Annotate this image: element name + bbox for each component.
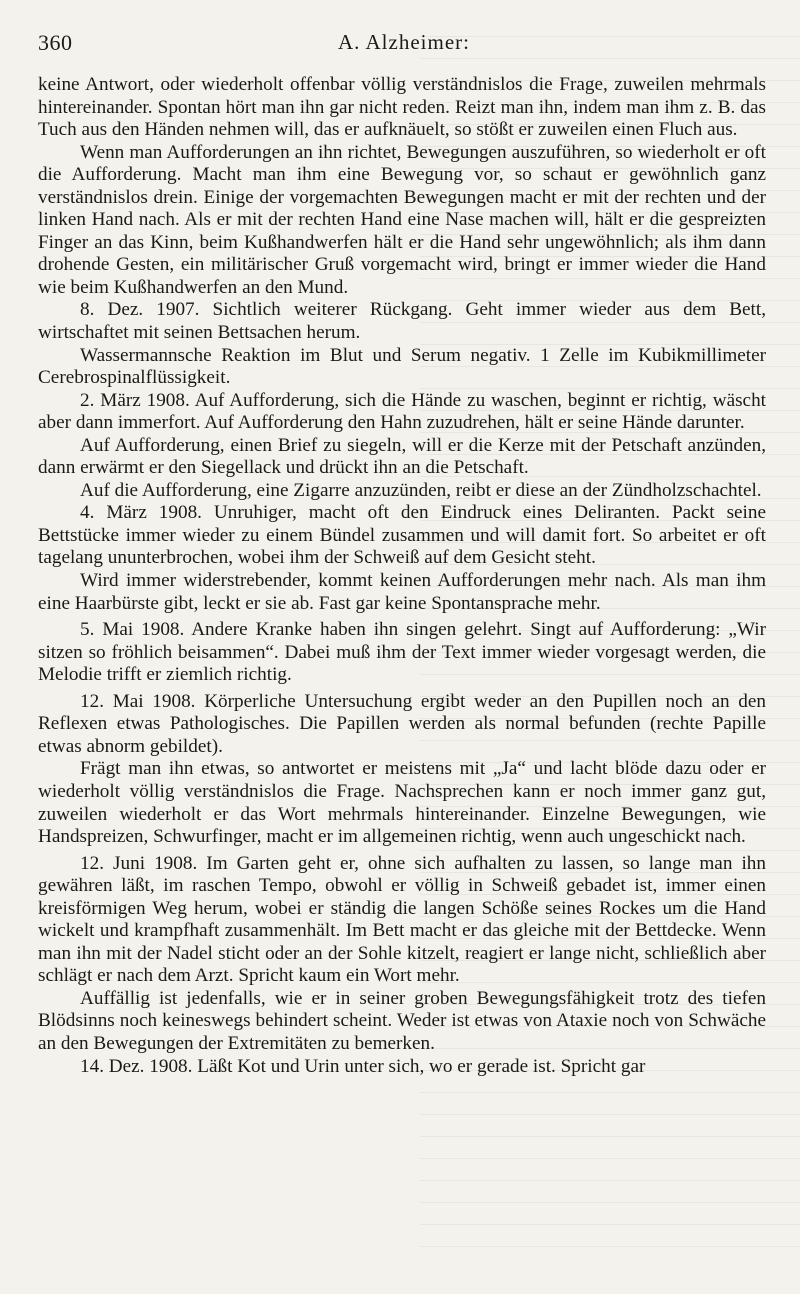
body-text [38, 74, 766, 1078]
paragraph: 4. März 1908. Unruhiger, macht oft den Eindruck eines Deliranten. Packt seine Bettstücke immer wieder zu einem Bündel zusammen und will damit fort. So arbeitet er oft tagelang ununterbrochen, wobei ihm der Schweiß auf dem Gesicht steht. [38, 502, 766, 569]
paragraph: 2. März 1908. Auf Aufforderung, sich die Hände zu waschen, beginnt er richtig, wäscht aber dann immerfort. Auf Aufforderung den Hahn zuzudrehen, hält er seine Hände darunter. [38, 389, 766, 434]
running-head: A. Alzheimer: [338, 30, 470, 54]
paragraph: 8. Dez. 1907. Sichtlich weiterer Rückgang. Geht immer wieder aus dem Bett, wirtschaftet mit seinen Bettsachen herum. [38, 299, 766, 344]
paragraph: 12. Mai 1908. Körperliche Untersuchung ergibt weder an den Pupillen noch an den Reflexen etwas Pathologisches. Die Papillen werden als normal befunden (rechte Papille etwas abnorm gebildet). [38, 690, 766, 757]
paragraph: Auffällig ist jedenfalls, wie er in seiner groben Bewegungsfähigkeit trotz des tiefen Blödsinns noch keineswegs behindert scheint. Weder ist etwas von Ataxie noch von Schwäche an den Bewegungen der Extremitäten zu bemerken. [38, 987, 766, 1054]
paragraph: Wird immer widerstrebender, kommt keinen Aufforderungen mehr nach. Als man ihm eine Haarbürste gibt, leckt er sie ab. Fast gar keine Spontansprache mehr. [38, 570, 766, 614]
page-header [38, 30, 768, 58]
paragraph: Auf die Aufforderung, eine Zigarre anzuzünden, reibt er diese an der Zündholzschachtel. [80, 479, 762, 501]
paragraph: Frägt man ihn etwas, so antwortet er meistens mit „Ja“ und lacht blöde dazu oder er wiederholt völlig verständnislos die Frage. Nachsprechen kann er noch immer ganz gut, zuweilen wiederholt er das Wort mehrmals hintereinander. Einzelne Bewegungen, wie Handspreizen, Schwurfinger, macht er im allgemeinen richtig, wenn auch ungeschickt nach. [38, 758, 766, 848]
paragraph: keine Antwort, oder wiederholt offenbar völlig verständnislos die Frage, zuweilen mehrmals hintereinander. Spontan hört man ihn gar nicht reden. Reizt man ihn, indem man ihm z. B. das Tuch aus den Händen nehmen will, das er aufknäuelt, so stößt er zuweilen einen Fluch aus. [38, 74, 766, 141]
paragraph: 14. Dez. 1908. Läßt Kot und Urin unter sich, wo er gerade ist. Spricht gar [80, 1055, 646, 1077]
paragraph: Wassermannsche Reaktion im Blut und Serum negativ. 1 Zelle im Kubikmillimeter Cerebrospinalflüssigkeit. [38, 344, 766, 389]
paragraph: Wenn man Aufforderungen an ihn richtet, Bewegungen auszuführen, so wiederholt er oft die Aufforderung. Macht man ihm eine Bewegung vor, so schaut er gewöhnlich ganz verständnislos drein. Einige der vorgemachten Bewegungen macht er mit der rechten und der linken Hand nach. Als er mit der rechten Hand eine Nase machen will, hält er die gespreizten Finger an das Kinn, beim Kußhandwerfen hält er die Hand sehr ungewöhnlich; als ihm dann drohende Gesten, ein militärischer Gruß vorgemacht wird, bringt er immer wieder die Hand wie beim Kußhandwerfen an den Mund. [38, 141, 766, 298]
paragraph: 5. Mai 1908. Andere Kranke haben ihn singen gelehrt. Singt auf Aufforderung: „Wir sitzen so fröhlich beisammen“. Dabei muß ihm der Text immer wieder vorgesagt werden, die Melodie trifft er ziemlich richtig. [38, 619, 766, 686]
paragraph: Auf Aufforderung, einen Brief zu siegeln, will er die Kerze mit der Petschaft anzünden, dann erwärmt er den Siegellack und drückt ihn an die Petschaft. [38, 434, 766, 479]
paragraph: 12. Juni 1908. Im Garten geht er, ohne sich aufhalten zu lassen, so lange man ihn gewähren läßt, im raschen Tempo, obwohl er völlig in Schweiß gebadet ist, immer einen kreisförmigen Weg herum, wobei er ständig die langen Schöße seines Rockes um die Hand wickelt und krampfhaft zusammenhält. Im Bett macht er das gleiche mit der Bettdecke. Wenn man ihn mit der Nadel sticht oder an der Sohle kitzelt, reagiert er lange nicht, schließlich aber schlägt er nach dem Arzt. Spricht kaum ein Wort mehr. [38, 852, 766, 987]
page-number: 360 [38, 30, 73, 55]
